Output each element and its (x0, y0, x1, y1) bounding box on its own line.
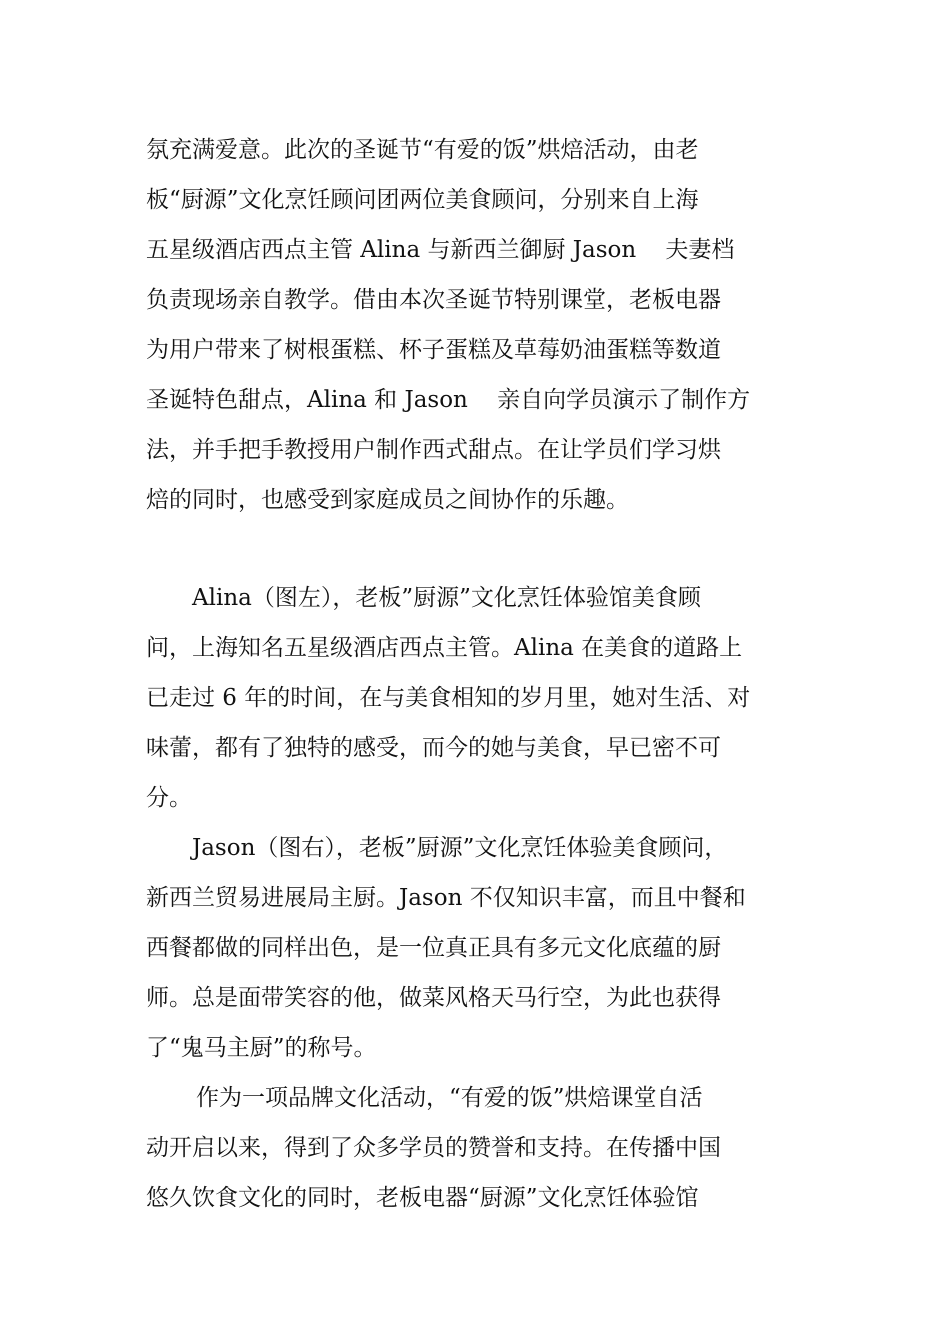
text-line: 已走过 6 年的时间，在与美食相知的岁月里，她对生活、对 (146, 685, 751, 711)
text-line: 师。总是面带笑容的他，做菜风格天马行空，为此也获得 (146, 985, 721, 1011)
text-line: 分。 (146, 785, 192, 811)
text-line: 板“厨源”文化烹饪顾问团两位美食顾问，分别来自上海 (146, 187, 699, 213)
text-line: 圣诞特色甜点，Alina 和 Jason 亲自向学员演示了制作方 (146, 387, 751, 413)
text-line: 西餐都做的同样出色，是一位真正具有多元文化底蕴的厨 (146, 935, 721, 961)
text-line: 氛充满爱意。此次的圣诞节“有爱的饭”烘焙活动，由老 (146, 137, 699, 163)
paragraph-christmas-activity (146, 125, 816, 525)
text-line: 作为一项品牌文化活动，“有爱的饭”烘焙课堂自活 (196, 1085, 703, 1111)
text-line: 为用户带来了树根蛋糕、杯子蛋糕及草莓奶油蛋糕等数道 (146, 337, 721, 363)
paragraph-brand-activity (146, 1073, 816, 1223)
text-line: 味蕾，都有了独特的感受，而今的她与美食，早已密不可 (146, 735, 721, 761)
text-line: Jason（图右），老板”厨源”文化烹饪体验美食顾问， (192, 835, 728, 861)
text-line: 法，并手把手教授用户制作西式甜点。在让学员们学习烘 (146, 437, 721, 463)
text-line: 了“鬼马主厨”的称号。 (146, 1035, 377, 1061)
text-line: 动开启以来，得到了众多学员的赞誉和支持。在传播中国 (146, 1135, 721, 1161)
text-line: 问，上海知名五星级酒店西点主管。Alina 在美食的道路上 (146, 635, 743, 661)
text-line: 新西兰贸易进展局主厨。Jason 不仅知识丰富，而且中餐和 (146, 885, 746, 911)
text-line: 焙的同时，也感受到家庭成员之间协作的乐趣。 (146, 487, 629, 513)
text-line: 负责现场亲自教学。借由本次圣诞节特别课堂，老板电器 (146, 287, 721, 313)
text-line: 悠久饮食文化的同时，老板电器“厨源”文化烹饪体验馆 (146, 1185, 699, 1211)
paragraph-alina (146, 573, 816, 823)
text-line: 五星级酒店西点主管 Alina 与新西兰御厨 Jason 夫妻档 (146, 237, 735, 263)
paragraph-group-profiles (146, 573, 816, 1223)
paragraph-jason (146, 823, 816, 1073)
text-line: Alina（图左），老板”厨源”文化烹饪体验馆美食顾 (192, 585, 701, 611)
